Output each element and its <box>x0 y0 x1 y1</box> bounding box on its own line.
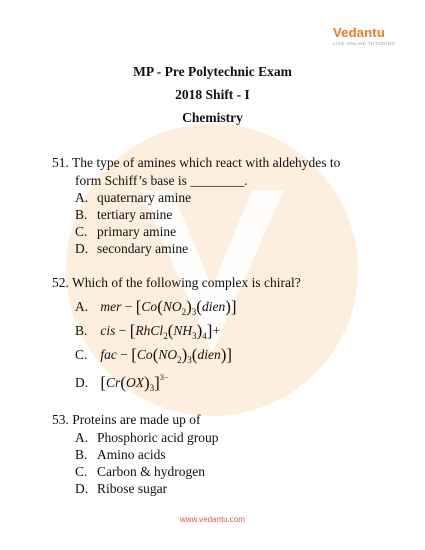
vedantu-logo <box>333 26 403 48</box>
option-letter: D. <box>75 375 89 390</box>
option-b: B. cis − $[RhCl_2(NH_3)_4]+$ <box>75 321 221 341</box>
formula-ligand: NH <box>173 323 193 338</box>
formula-ligand2: dien <box>197 347 221 362</box>
option-d <box>75 480 167 497</box>
question-text: Proteins are made up of <box>72 412 201 427</box>
formula-metal: RhCl <box>135 323 164 338</box>
question-text-line1 <box>52 411 200 428</box>
option-letter: C. <box>75 347 88 362</box>
option-text: primary amine <box>97 224 177 239</box>
option-c: C. fac − $[Co(NO_2)_3(dien)]$ <box>75 345 233 365</box>
option-letter: A. <box>75 430 89 445</box>
option-letter: D. <box>75 481 89 496</box>
option-text: secondary amine <box>97 241 189 256</box>
formula-ligand: NO <box>158 347 178 362</box>
formula-prefix: fac <box>100 347 117 362</box>
question-text: Which of the following complex is chiral? <box>72 275 301 290</box>
option-letter: B. <box>75 323 88 338</box>
footer-url: www.vedantu.com <box>180 515 245 524</box>
option-text: Carbon & hydrogen <box>97 464 205 479</box>
option-letter: A. <box>75 190 89 205</box>
question-text-line1 <box>52 274 301 291</box>
option-text: Phosphoric acid group <box>97 430 219 445</box>
formula-prefix: mer <box>100 299 122 314</box>
question-number: 52. <box>52 275 69 290</box>
logo-tagline: LIVE ONLINE TUTORING <box>333 41 396 46</box>
formula-ligand: NO <box>162 299 182 314</box>
formula-count: 3 <box>191 307 197 317</box>
formula-count: 4 <box>202 331 207 341</box>
option-d: D. $[Cr(OX)_3]^{3-}$ <box>75 373 169 393</box>
formula-prefix: cis <box>100 323 116 338</box>
option-b <box>75 206 172 223</box>
option-text: quaternary amine <box>97 190 192 205</box>
exam-subject: Chemistry <box>182 110 243 125</box>
formula-charge: + <box>212 323 221 338</box>
formula-metal-subscript: 2 <box>163 331 168 341</box>
exam-title: MP - Pre Polytechnic Exam <box>133 64 292 79</box>
formula-metal: Co <box>141 299 158 314</box>
option-c <box>75 223 176 240</box>
option-letter: B. <box>75 447 88 462</box>
question-number: 53. <box>52 412 69 427</box>
formula-charge: 3− <box>159 373 169 382</box>
question-text: The type of amines which react with aldehydes to <box>72 155 341 170</box>
option-text: Ribose sugar <box>97 481 168 496</box>
formula-subscript: 2 <box>181 307 187 317</box>
formula-metal: Cr <box>106 375 121 390</box>
logo-name: Vedantu <box>333 25 385 40</box>
option-letter: D. <box>75 241 89 256</box>
formula-metal: Co <box>136 347 153 362</box>
formula-subscript: 3 <box>192 331 197 341</box>
option-a <box>75 429 218 446</box>
formula-count: 3 <box>149 383 155 393</box>
question-number: 51. <box>52 155 69 170</box>
option-letter: C. <box>75 464 88 479</box>
option-text: tertiary amine <box>97 207 173 222</box>
option-b <box>75 446 166 463</box>
option-c <box>75 463 205 480</box>
question-text-line1 <box>52 154 340 171</box>
formula-count: 3 <box>187 355 192 365</box>
option-a: A. mer − $[Co(NO_2)_3(dien)]$ <box>75 297 237 317</box>
option-a <box>75 189 191 206</box>
exam-shift: 2018 Shift - I <box>175 87 250 102</box>
option-d <box>75 240 188 257</box>
formula-ligand2: dien <box>201 299 226 314</box>
option-letter: C. <box>75 224 88 239</box>
question-text-line2: form Schiff’s base is ________. <box>75 173 248 188</box>
formula-subscript: 2 <box>177 355 182 365</box>
option-text: Amino acids <box>97 447 166 462</box>
formula-ligand: OX <box>125 375 144 390</box>
option-letter: B. <box>75 207 88 222</box>
option-letter: A. <box>75 299 89 314</box>
